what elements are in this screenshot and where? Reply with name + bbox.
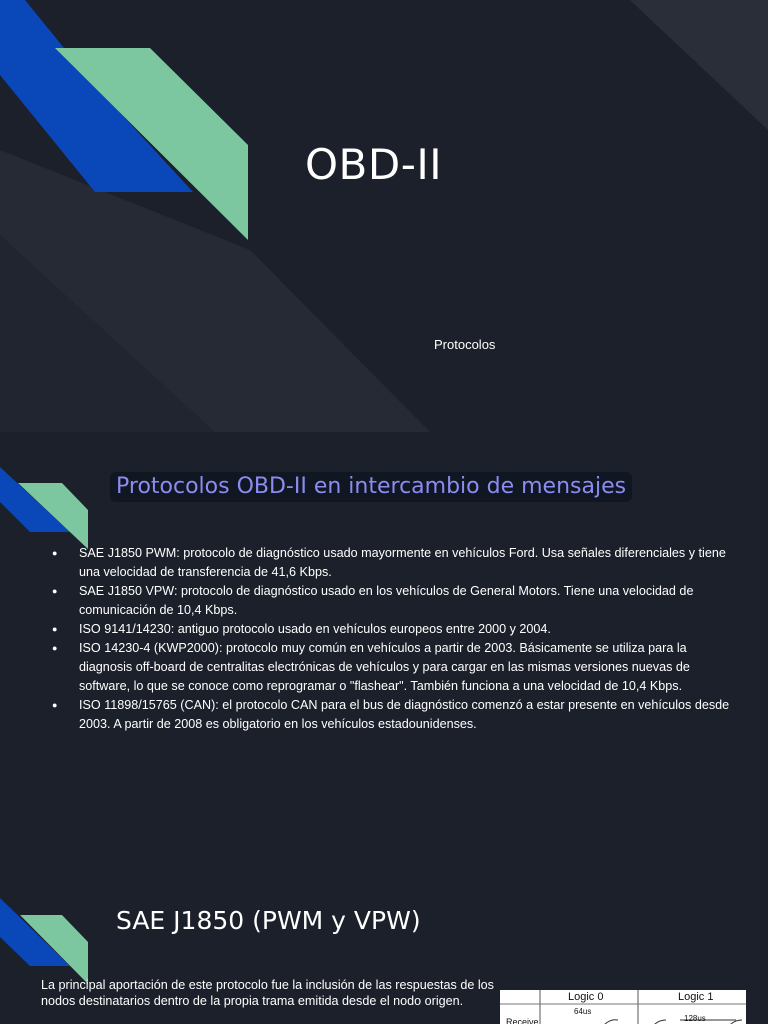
logic0-label: Logic 0 — [568, 991, 604, 1003]
list-item: ● ISO 9141/14230: antiguo protocolo usado en vehículos europeos entre 2000 y 2004. — [52, 620, 732, 639]
timing-64-label: 64us — [574, 1007, 592, 1016]
logic1-label: Logic 1 — [678, 991, 714, 1003]
protocols-slide — [0, 432, 768, 852]
sae-j1850-slide — [0, 852, 768, 1024]
presentation-subtitle: Protocolos — [434, 337, 496, 352]
row-label: Receive — [506, 1017, 539, 1024]
presentation-title: OBD-II — [305, 140, 443, 189]
timing-diagram-image — [500, 990, 746, 1024]
title-slide — [0, 0, 768, 432]
list-item: ● ISO 14230-4 (KWP2000): protocolo muy común en vehículos a partir de 2003. Básicamente se utiliza para la diagnosis off-board de centralitas electrónicas de vehículos y para cargar en las mismas versiones nuevas de software, lo que se conoce como reprogramar o "flashear". También funciona a una velocidad de 10,4 Kbps. — [52, 639, 732, 696]
decorative-shapes — [0, 0, 768, 432]
timing-128-label: 128us — [684, 1014, 706, 1023]
protocol-list — [52, 544, 732, 734]
corner-band-shape — [630, 0, 768, 130]
body-text: La principal aportación de este protocolo fue la inclusión de las respuestas de los nodos destinatarios dentro de la propia trama emitida desde el nodo origen. — [41, 978, 494, 1008]
list-item: ● SAE J1850 PWM: protocolo de diagnóstico usado mayormente en vehículos Ford. Usa señales diferenciales y tiene una velocidad de transferencia de 41,6 Kbps. — [52, 544, 732, 582]
section-title: SAE J1850 (PWM y VPW) — [116, 906, 421, 935]
list-item: ● SAE J1850 VPW: protocolo de diagnóstico usado en los vehículos de General Motors. Tiene una velocidad de comunicación de 10,4 Kbps. — [52, 582, 732, 620]
list-item: ● ISO 11898/15765 (CAN): el protocolo CAN para el bus de diagnóstico comenzó a estar presente en vehículos desde 2003. A partir de 2008 es obligatorio en los vehículos estadounidenses. — [52, 696, 732, 734]
section-title: Protocolos OBD-II en intercambio de mensajes — [110, 472, 632, 502]
